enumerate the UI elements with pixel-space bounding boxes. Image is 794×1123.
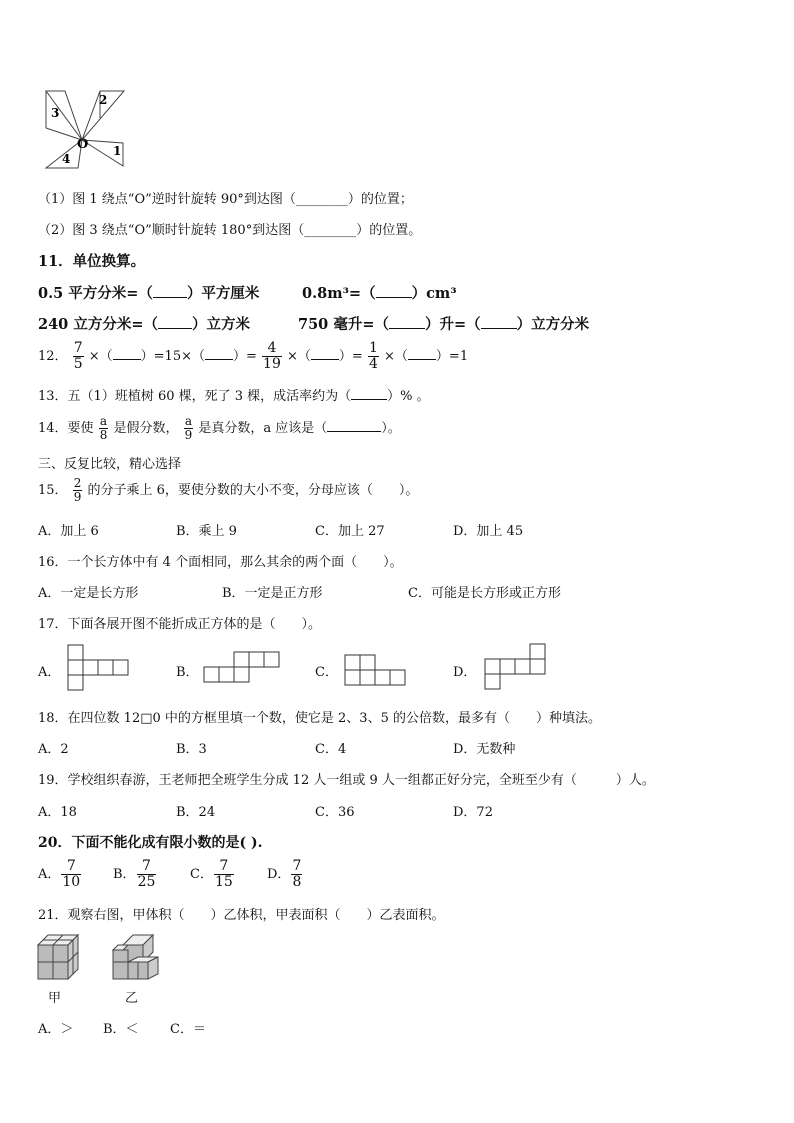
q12-frac-4-19: $\frac{4}{19}$ bbox=[263, 340, 281, 372]
q20-option-c[interactable]: C． $\frac{7}{15}$ bbox=[190, 858, 233, 890]
q20-option-b[interactable]: B． $\frac{7}{25}$ bbox=[113, 858, 156, 890]
q15-option-b[interactable]: B．乘上 9 bbox=[176, 524, 237, 539]
q19-option-d[interactable]: D．72 bbox=[453, 805, 493, 820]
q16-option-c[interactable]: C．可能是长方形或正方形 bbox=[408, 586, 561, 601]
q20: 20．下面不能化成有限小数的是( ). bbox=[38, 835, 263, 851]
q18-option-c[interactable]: C．4 bbox=[315, 742, 347, 757]
q11-line1: 0.5 平方分米=（ ）平方厘米 bbox=[38, 285, 260, 302]
q21-option-b[interactable]: B．＜ bbox=[103, 1022, 139, 1037]
q12-frac-7-5: $\frac{7}{5}$ bbox=[73, 340, 83, 372]
q17: 17．下面各展开图不能折成正方体的是（ ）。 bbox=[38, 617, 322, 632]
q17-option-c[interactable]: C． bbox=[315, 665, 338, 680]
q19: 19．学校组织春游，王老师把全班学生分成 12 人一组或 9 人一组都正好分完，全班至少有（ ）人。 bbox=[38, 773, 655, 788]
q16: 16．一个长方体中有 4 个面相同，那么其余的两个面（ ）。 bbox=[38, 555, 403, 570]
caption-jia: 甲 bbox=[48, 991, 62, 1006]
q10-sub1: （1）图 1 绕点“O”逆时针旋转 90°到达图（________）的位置； bbox=[38, 192, 413, 207]
q16-option-b[interactable]: B．一定是正方形 bbox=[222, 586, 323, 601]
net-c bbox=[345, 655, 411, 689]
q19-option-c[interactable]: C．36 bbox=[315, 805, 355, 820]
q15-frac-2-9: $\frac{2}{9}$ bbox=[73, 476, 82, 504]
q15-option-a[interactable]: A．加上 6 bbox=[38, 524, 99, 539]
q18-option-a[interactable]: A．2 bbox=[38, 742, 69, 757]
fig-label-o: O bbox=[77, 137, 89, 152]
q21-option-c[interactable]: C．＝ bbox=[170, 1022, 206, 1037]
fig-label-3: 3 bbox=[51, 106, 60, 120]
q15: 15． $\frac{2}{9}$ 的分子乘上 6，要使分数的大小不变，分母应该（ ）。 bbox=[38, 476, 419, 504]
q19-option-b[interactable]: B．24 bbox=[176, 805, 216, 820]
q19-option-a[interactable]: A．18 bbox=[38, 805, 77, 820]
q14-frac-a-8: $\frac{a}{8}$ bbox=[99, 414, 108, 442]
q11-line2-b: 750 毫升=（ ）升=（ ）立方分米 bbox=[298, 316, 590, 333]
q15-option-c[interactable]: C．加上 27 bbox=[315, 524, 385, 539]
q16-option-a[interactable]: A．一定是长方形 bbox=[38, 586, 139, 601]
q17-option-d[interactable]: D． bbox=[453, 665, 477, 680]
rotation-figure bbox=[40, 88, 130, 170]
q21: 21．观察右图，甲体积（ ）乙体积，甲表面积（ ）乙表面积。 bbox=[38, 908, 445, 923]
q20-option-a[interactable]: A． $\frac{7}{10}$ bbox=[38, 858, 81, 890]
q18-option-d[interactable]: D．无数种 bbox=[453, 742, 516, 757]
q11-title: 11．单位换算。 bbox=[38, 253, 146, 270]
section-3-heading: 三、反复比较，精心选择 bbox=[38, 457, 182, 472]
cube-jia bbox=[38, 935, 86, 985]
q12-line: 12． $\frac{7}{5}$ ×（ ）=15×（ ）= $\frac{4}{19}$ ×（ ）= $\frac{1}{4}$ ×（ ）=1 bbox=[38, 340, 469, 372]
caption-yi: 乙 bbox=[125, 991, 139, 1006]
net-b bbox=[204, 652, 284, 686]
q18: 18．在四位数 12□0 中的方框里填一个数，使它是 2、3、5 的公倍数，最多有（ ）种填法。 bbox=[38, 711, 601, 726]
q20-option-d[interactable]: D． $\frac{7}{8}$ bbox=[267, 858, 302, 890]
q11-line2: 240 立方分米=（ ）立方米 bbox=[38, 316, 250, 333]
q21-option-a[interactable]: A．＞ bbox=[38, 1022, 74, 1037]
net-a bbox=[68, 645, 132, 693]
fig-label-2: 2 bbox=[99, 93, 108, 107]
q12-frac-1-4: $\frac{1}{4}$ bbox=[368, 340, 378, 372]
net-d bbox=[485, 644, 553, 694]
q10-sub2: （2）图 3 绕点“O”顺时针旋转 180°到达图（________）的位置。 bbox=[38, 223, 422, 238]
q17-option-a[interactable]: A． bbox=[38, 665, 61, 680]
q17-option-b[interactable]: B． bbox=[176, 665, 199, 680]
q14: 14．要使 $\frac{a}{8}$ 是假分数， $\frac{a}{9}$ 是真分数，a 应该是（ ）。 bbox=[38, 414, 401, 442]
q11-line1-b: 0.8m³=（ ）cm³ bbox=[302, 285, 457, 302]
cube-yi bbox=[113, 935, 163, 985]
q13: 13．五（1）班植树 60 棵，死了 3 棵，成活率约为（ ）% 。 bbox=[38, 389, 430, 404]
fig-label-1: 1 bbox=[113, 144, 122, 158]
q14-frac-a-9: $\frac{a}{9}$ bbox=[184, 414, 193, 442]
q15-option-d[interactable]: D．加上 45 bbox=[453, 524, 524, 539]
q18-option-b[interactable]: B．3 bbox=[176, 742, 207, 757]
fig-label-4: 4 bbox=[62, 152, 71, 166]
